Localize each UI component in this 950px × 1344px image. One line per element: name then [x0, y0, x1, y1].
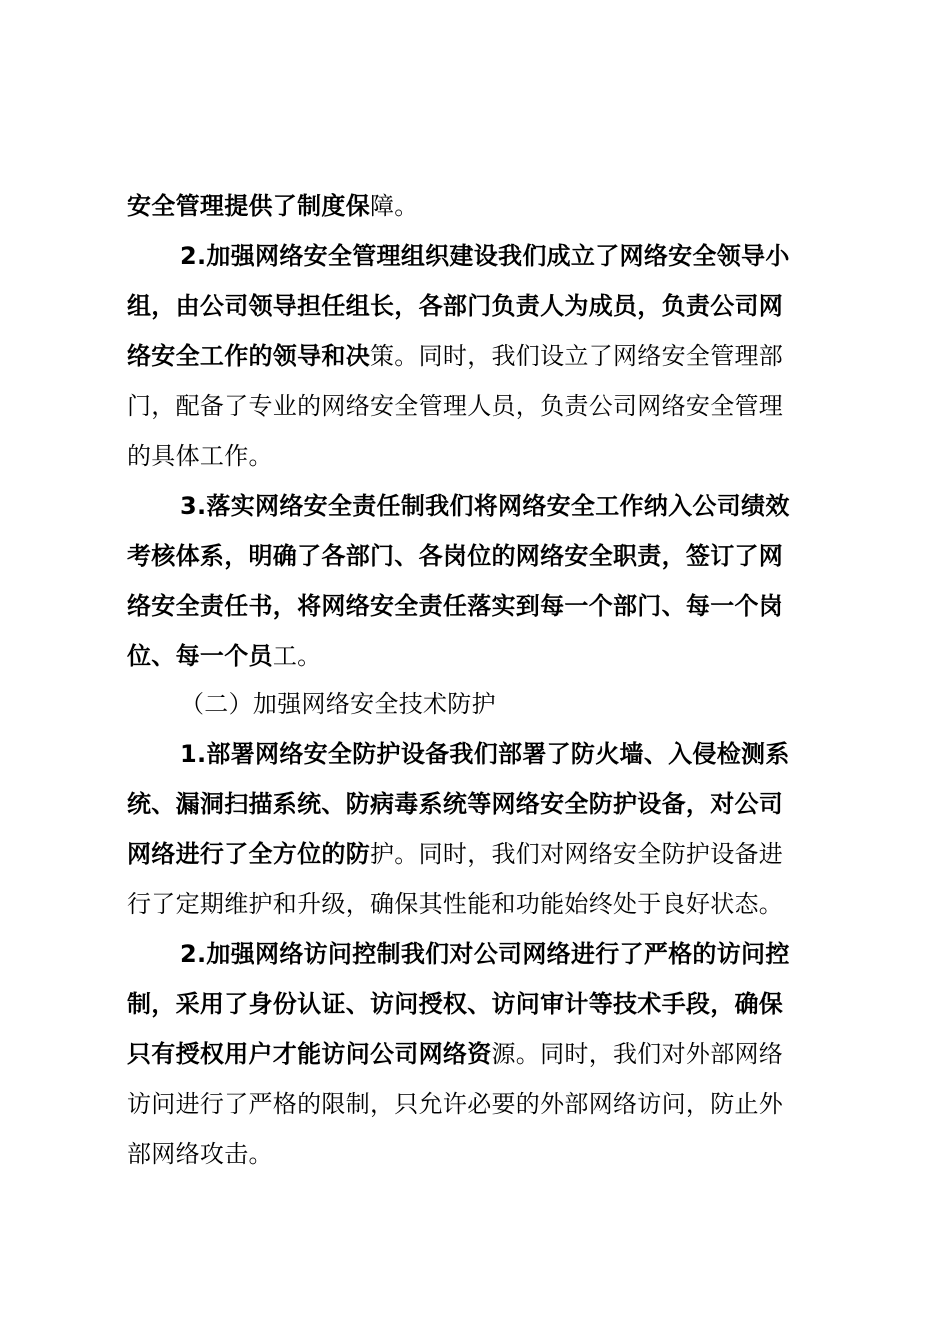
text-line [127, 640, 321, 672]
text-line [127, 888, 783, 920]
normal-text: 部网络攻击。 [127, 1140, 273, 1168]
text-line [127, 1038, 783, 1070]
section-heading [180, 688, 496, 720]
bold-text: 网络进行了全方位的防 [127, 840, 370, 868]
text-line [127, 340, 783, 372]
normal-text: 的具体工作。 [127, 442, 273, 470]
bold-text: 考核体系，明确了各部门、各岗位的网络安全职责，签订了网 [127, 542, 784, 570]
normal-text: 策。同时，我们设立了网络安全管理部 [370, 342, 784, 370]
text-line [127, 190, 419, 222]
normal-text: 访问进行了严格的限制，只允许必要的外部网络访问，防止外 [127, 1090, 784, 1118]
bold-text: 只有授权用户才能访问公司网络资 [127, 1040, 492, 1068]
text-line [127, 540, 783, 572]
text-line [127, 1088, 783, 1120]
normal-text: 障。 [370, 192, 419, 220]
bold-text: 位、每一个员 [127, 642, 273, 670]
normal-text: 工。 [272, 642, 322, 670]
bold-text: 组，由公司领导担任组长，各部门负责人为成员，负责公司网 [127, 292, 784, 320]
text-line [127, 440, 273, 472]
bold-text: 2.加强网络访问控制我们对公司网络进行了严格的访问控 [180, 940, 790, 968]
normal-text: 护。同时，我们对网络安全防护设备进 [370, 840, 784, 868]
bold-text: 3.落实网络安全责任制我们将网络安全工作纳入公司绩效 [180, 492, 790, 520]
text-line [127, 590, 783, 622]
normal-text: （二）加强网络安全技术防护 [180, 690, 496, 718]
bold-text: 络安全责任书，将网络安全责任落实到每一个部门、每一个岗 [127, 592, 784, 620]
normal-text: 源。同时，我们对外部网络 [491, 1040, 784, 1068]
text-line [127, 390, 783, 422]
text-line [180, 738, 790, 770]
bold-text: 制，采用了身份认证、访问授权、访问审计等技术手段，确保 [127, 990, 784, 1018]
text-line [180, 490, 790, 522]
bold-text: 2.加强网络安全管理组织建设我们成立了网络安全领导小 [180, 242, 790, 270]
text-line [180, 240, 790, 272]
bold-text: 络安全工作的领导和决 [127, 342, 370, 370]
bold-text: 安全管理提供了制度保 [127, 192, 370, 220]
text-line [180, 938, 790, 970]
normal-text: 门，配备了专业的网络安全管理人员，负责公司网络安全管理 [127, 392, 784, 420]
bold-text: 统、漏洞扫描系统、防病毒系统等网络安全防护设备，对公司 [127, 790, 784, 818]
normal-text: 行了定期维护和升级，确保其性能和功能始终处于良好状态。 [127, 890, 784, 918]
text-line [127, 1138, 273, 1170]
text-line [127, 838, 783, 870]
text-line [127, 788, 783, 820]
text-line [127, 290, 783, 322]
bold-text: 1.部署网络安全防护设备我们部署了防火墙、入侵检测系 [180, 740, 790, 768]
text-line [127, 988, 783, 1020]
